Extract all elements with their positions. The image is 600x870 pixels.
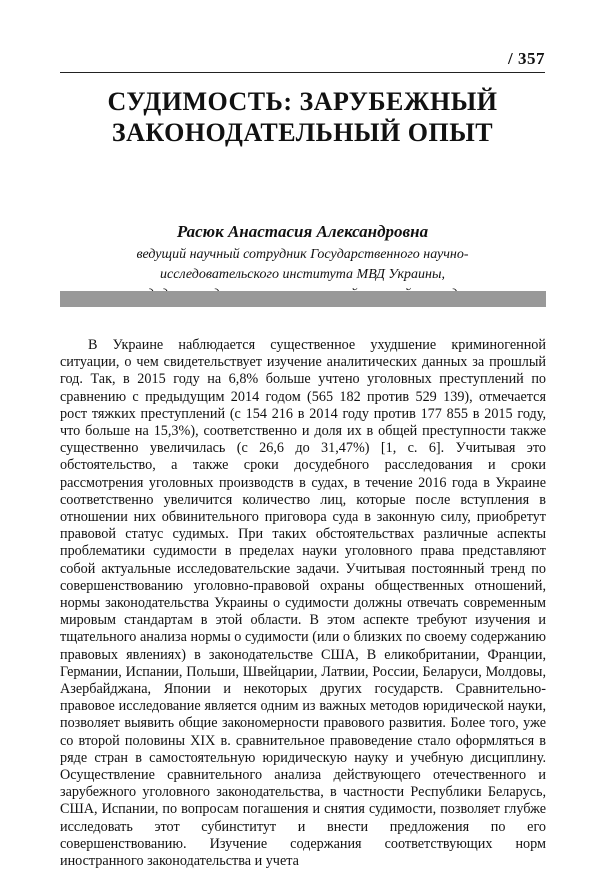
author-name: Расюк Анастасия Александровна [176, 222, 429, 241]
article-title [60, 86, 545, 148]
title-line-1: СУДИМОСТЬ: ЗАРУБЕЖНЫЙ [107, 87, 498, 116]
article-body: В Украине наблюдается существенное ухудшение криминогенной ситуации, о чем свидетельствует изучение аналитических данных за прошлый год. Так, в 2015 году на 6,8% больше учтено уголовных преступлений по сравнению с предыдущим 2014 годом (565 182 против 529 139), отмечается рост тяжких преступлений (с 154 216 в 2014 году против 177 855 в 2015 году, что больше на 15,3%), соответственно и доля их в общей преступности также существенно увеличилась (с 26,6 до 31,47%) [1, с. 6]. Учитывая это обстоятельство, а также сроки досудебного расследования и сроки рассмотрения уголовных производств в судах, в течение 2016 года в Украине соответственно увеличится количество лиц, которые после вступления в отношении них обвинительного приговора суда в законную силу, приобретут правовой статус судимых. При таких обстоятельствах различные аспекты проблематики судимости в пределах науки уголовного права представляют собой актуальные исследовательские задачи. Учитывая постоянный тренд по совершенствованию уголовно-правовой охраны общественных отношений, нормы законодательства Украины о судимости должны отвечать современным мировым стандартам в этой области. В этом аспекте требуют изучения и тщательного анализа нормы о судимости (или о близких по своему содержанию правовых явлениях) в законодательстве США, В еликобритании, Франции, Германии, Испании, Польши, Швейцарии, Латвии, России, Беларуси, Молдовы, Азербайджана, Японии и некоторых других государств. Сравнительно-правовое исследование является одним из важных методов юридической науки, позволяет выявить общие закономерности правового развития. Более того, уже со второй половины XIX в. сравнительное правоведение стало оформляться в ряде стран в самостоятельную юридическую науку и учебную дисциплину. Осуществление сравнительного анализа действующего отечественного и зарубежного уголовного законодательства, в частности Республики Беларусь, США, Испании, по вопросам погашения и снятия судимости, позволяет глубже исследовать этот субинститут и внести предложения по его совершенствованию. Изучение содержания соответствующих норм иностранного законодательства и учета [60, 337, 546, 870]
section-divider-bar [60, 291, 546, 307]
header-rule [60, 72, 545, 73]
affiliation-line-1: ведущий научный сотрудник Государственного научно- [136, 247, 469, 262]
affiliation-line-2: исследовательского института МВД Украины, [160, 267, 445, 282]
page-number: / 357 [508, 49, 545, 68]
title-line-2: ЗАКОНОДАТЕЛЬНЫЙ ОПЫТ [111, 118, 494, 147]
